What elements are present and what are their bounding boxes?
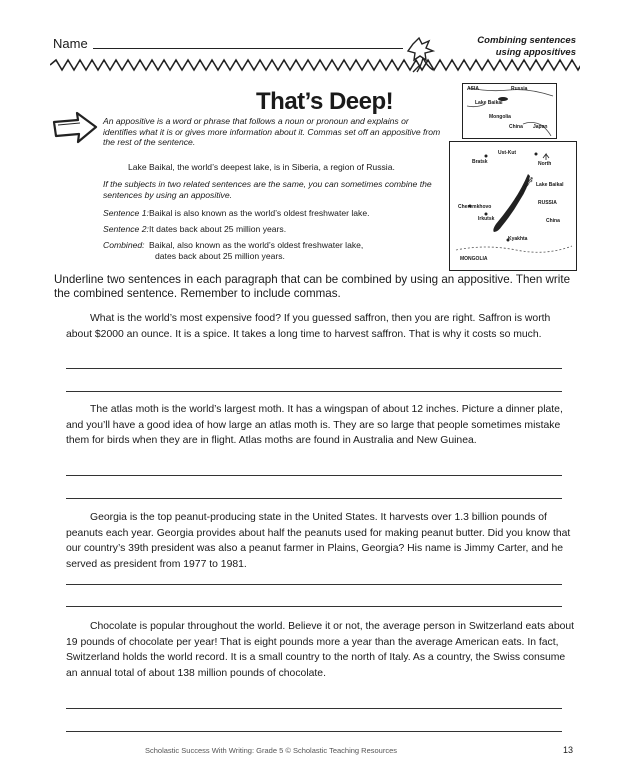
answer-line[interactable]: [66, 708, 562, 709]
sentence-1: Sentence 1:Baikal is also known as the world’s oldest freshwater lake.: [103, 208, 370, 218]
instructions: Underline two sentences in each paragraph that can be combined by using an appositive. Then write the combined sentence. Remember to include commas.: [54, 273, 571, 300]
combined-sentence-cont: dates back about 25 million years.: [155, 251, 285, 261]
map-label-ust-kut: Ust-Kut: [498, 150, 517, 156]
paragraph-chocolate: Chocolate is popular throughout the world. Believe it or not, the average person in Switzerland eats about 19 pounds of chocolate per year! That is eight pounds more a year than the average American eats. In fact, Switzerland holds the world record. It is a small country to the north of Italy. As a country, the Swiss consume an annual total of about 138 million pounds of chocolate.: [66, 621, 575, 679]
subjects-note: If the subjects in two related sentences are the same, you can sometimes combine the sentences by using an appositive.: [103, 179, 432, 200]
answer-line[interactable]: [66, 584, 562, 585]
sentence-2: Sentence 2:It dates back about 25 million years.: [103, 224, 287, 234]
name-label: Name: [53, 36, 88, 51]
map-label-russia-large: RUSSIA: [538, 200, 557, 206]
answer-line[interactable]: [66, 606, 562, 607]
map-label-russia: Russia: [511, 86, 528, 92]
pointing-arrow-icon: [50, 110, 100, 146]
footer-credit: Scholastic Success With Writing: Grade 5 © Scholastic Teaching Resources: [145, 746, 398, 755]
topic-label: Combining sentences using appositives: [477, 35, 576, 58]
name-write-line[interactable]: [93, 48, 403, 49]
map-label-japan: Japan: [533, 124, 548, 130]
paragraph-saffron: What is the world’s most expensive food? If you guessed saffron, then you are right. Saffron is worth about $2000 an ounce. It is a spice. It takes a long time to harvest saffron. That is why it costs so much.: [66, 313, 551, 340]
appositive-example: Lake Baikal, the world’s deepest lake, is in Siberia, a region of Russia.: [128, 162, 395, 172]
map-label-north: North: [538, 161, 552, 167]
map-label-kyakhta: Kyakhta: [508, 236, 528, 242]
answer-line[interactable]: [66, 391, 562, 392]
map-label-asia: ASIA: [467, 86, 479, 92]
page-title: That’s Deep!: [256, 88, 394, 115]
map-label-china: China: [509, 124, 523, 130]
page-number: 13: [563, 745, 574, 755]
map-label-china-large: China: [546, 218, 560, 224]
map-label-irkutsk: Irkutsk: [478, 216, 495, 222]
paragraph-atlas-moth: The atlas moth is the world’s largest moth. It has a wingspan of about 12 inches. Picture a dinner plate, and you’ll have a good idea of how large an atlas moth is. They are so large that people sometimes mistake them for birds when they are in flight. Atlas moths are found in Australia and New Guinea.: [66, 404, 563, 446]
map-label-bratsk: Bratsk: [472, 159, 488, 165]
map-label-baikal-range: Baikal Range: [513, 175, 535, 202]
combined-sentence: Combined: Baikal, also known as the world’s oldest freshwater lake,: [103, 240, 364, 250]
zigzag-divider: [50, 58, 580, 72]
map-label-mongolia: Mongolia: [489, 114, 511, 120]
map-label-lake-baikal-large: Lake Baikal: [536, 182, 564, 188]
answer-line[interactable]: [66, 498, 562, 499]
map-label-lake-baikal: Lake Baikal: [475, 100, 503, 106]
answer-line[interactable]: [66, 475, 562, 476]
map-label-cheremkhovo: Cheremkhovo: [458, 204, 492, 210]
appositive-definition: An appositive is a word or phrase that follows a noun or pronoun and explains or identifies what it is or gives more information about it. Commas set off an appositive from the rest of the sentence.: [103, 116, 441, 148]
answer-line[interactable]: [66, 731, 562, 732]
asia-map: [462, 83, 557, 139]
paragraph-georgia: Georgia is the top peanut-producing state in the United States. It harvests over 1.3 billion pounds of peanuts each year. Georgia provides about half the peanuts used for making peanut butter. Did you know that our country’s 39th president was also a peanut farmer in Plains, Georgia? His name is Jimmy Carter, and he served as president from 1977 to 1981.: [66, 512, 571, 570]
map-label-mongolia-large: MONGOLIA: [460, 256, 488, 262]
lake-baikal-map: [449, 141, 577, 271]
answer-line[interactable]: [66, 368, 562, 369]
